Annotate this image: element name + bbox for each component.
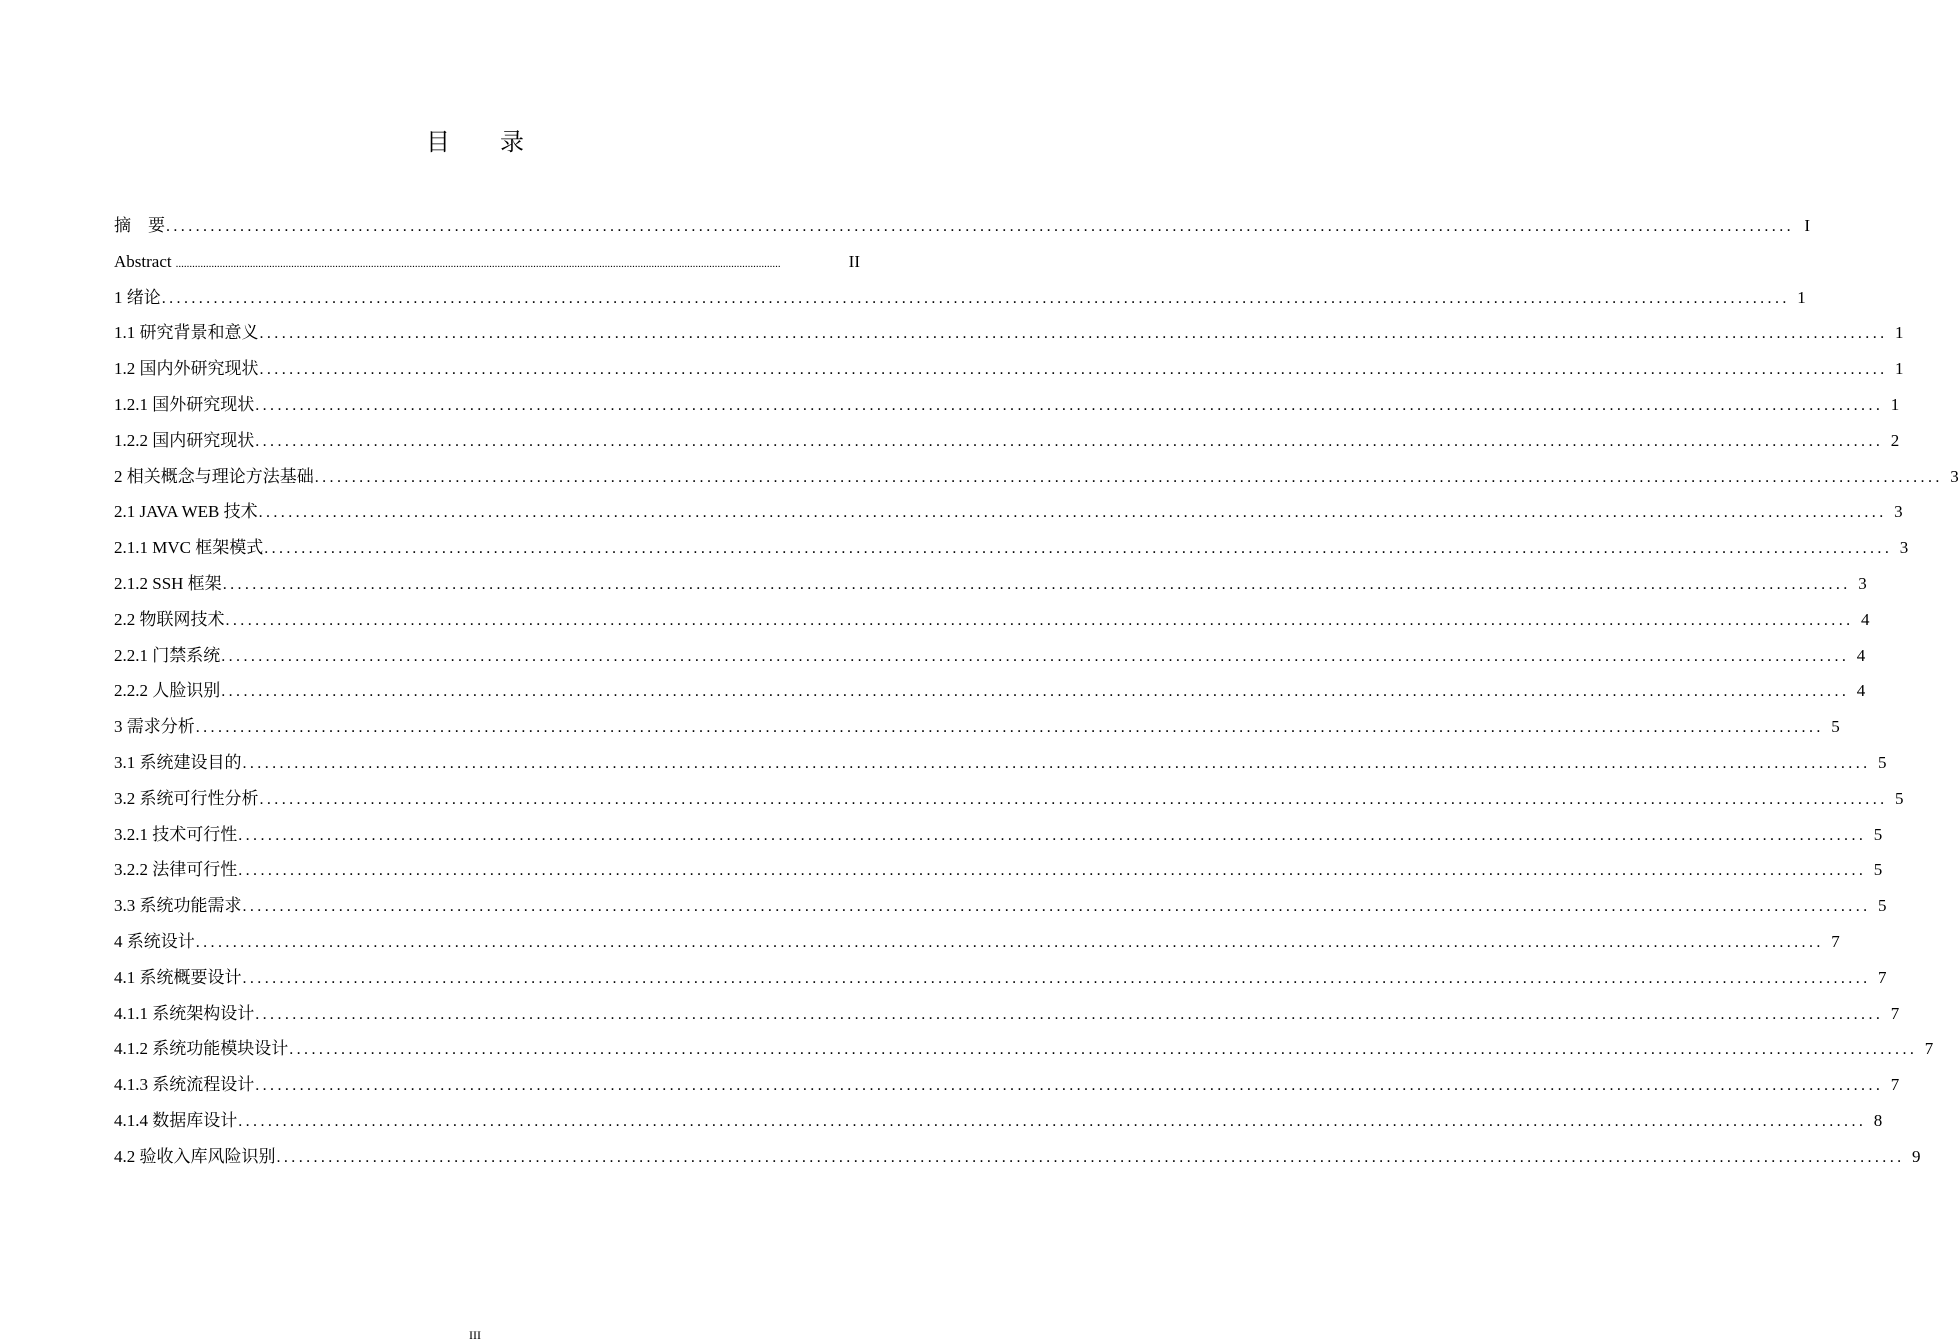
toc-entry-page-number: 3 — [1950, 466, 1959, 486]
toc-entry[interactable] — [114, 709, 1840, 745]
page-title: 目 录 — [426, 130, 546, 156]
toc-leader-dots: ............................................................................................................................................................................................................................ — [242, 754, 1871, 772]
toc-entry-page-number: 1 — [1895, 359, 1904, 379]
toc-leader-dots: ............................................................................................................................................................................................................................ — [238, 862, 1867, 880]
toc-entry-label: 4.1.4 数据库设计 — [114, 1110, 238, 1130]
toc-leader-dots: ............................................................................................................................................................................................................................ — [259, 361, 1888, 379]
toc-entry[interactable] — [114, 1031, 1934, 1067]
toc-leader-dots: ............................................................................................................................................................................................................................ — [238, 1112, 1867, 1130]
toc-leader-dots: ............................................................................................................................................................................................................................ — [175, 257, 781, 270]
toc-leader-dots: ............................................................................................................................................................................................................................ — [289, 1041, 1918, 1059]
page-number-footer: III — [469, 1328, 481, 1342]
toc-entry-label: 1.2 国内外研究现状 — [114, 359, 259, 379]
toc-entry[interactable] — [114, 673, 1866, 709]
toc-entry-page-number: 1 — [1890, 394, 1900, 414]
toc-entry-label: 3 需求分析 — [114, 717, 195, 737]
toc-entry-page-number: 5 — [1831, 717, 1840, 737]
toc-entry-page-number: 7 — [1878, 967, 1887, 987]
toc-entry[interactable] — [114, 1103, 1883, 1139]
toc-entry[interactable] — [114, 745, 1887, 781]
toc-entry[interactable] — [114, 280, 1806, 316]
toc-entry[interactable] — [114, 387, 1900, 423]
toc-entry[interactable] — [114, 315, 1904, 351]
toc-entry-page-number: 7 — [1890, 1075, 1900, 1095]
toc-leader-dots: ............................................................................................................................................................................................................................ — [238, 826, 1867, 844]
toc-entry-label: 2.1 JAVA WEB 技术 — [114, 502, 258, 522]
toc-entry-label: 1.2.2 国内研究现状 — [114, 430, 255, 450]
toc-entry-label: 2 相关概念与理论方法基础 — [114, 466, 314, 486]
toc-entry-label: 2.1.1 MVC 框架模式 — [114, 538, 264, 558]
toc-entry-page-number: 4 — [1856, 645, 1866, 665]
toc-leader-dots: ............................................................................................................................................................................................................................ — [255, 1005, 1884, 1023]
toc-entry[interactable] — [114, 852, 1883, 888]
toc-entry-page-number: 2 — [1890, 430, 1900, 450]
toc-entry-page-number: 7 — [1924, 1039, 1934, 1059]
toc-entry-page-number: 7 — [1890, 1003, 1900, 1023]
table-of-contents — [114, 208, 1959, 1175]
toc-entry-page-number: 3 — [1894, 502, 1903, 522]
toc-entry-page-number: 5 — [1878, 896, 1887, 916]
toc-entry-label: 1.2.1 国外研究现状 — [114, 394, 255, 414]
toc-entry-page-number: 4 — [1856, 681, 1866, 701]
toc-entry-label: 2.2.1 门禁系统 — [114, 645, 221, 665]
toc-entry-label: 1 绪论 — [114, 287, 161, 307]
toc-entry[interactable] — [114, 530, 1909, 566]
toc-entry[interactable] — [114, 494, 1903, 530]
toc-entry-page-number: 5 — [1873, 860, 1883, 880]
toc-entry-page-number: 1 — [1797, 287, 1806, 307]
toc-entry-label: 4.1.1 系统架构设计 — [114, 1003, 255, 1023]
toc-entry-page-number: 4 — [1861, 609, 1870, 629]
toc-entry-page-number: 5 — [1873, 824, 1883, 844]
toc-entry-page-number: 3 — [1858, 573, 1867, 593]
toc-entry-label: 2.1.2 SSH 框架 — [114, 573, 222, 593]
toc-entry-page-number: 8 — [1873, 1110, 1883, 1130]
toc-leader-dots: ............................................................................................................................................................................................................................ — [314, 468, 1943, 486]
toc-leader-dots: ............................................................................................................................................................................................................................ — [276, 1148, 1905, 1166]
toc-entry-label: 3.2.2 法律可行性 — [114, 860, 238, 880]
toc-leader-dots: ............................................................................................................................................................................................................................ — [222, 575, 1851, 593]
toc-leader-dots: ............................................................................................................................................................................................................................ — [221, 683, 1850, 701]
toc-entry[interactable] — [114, 566, 1867, 602]
toc-entry[interactable] — [114, 960, 1887, 996]
toc-leader-dots: ............................................................................................................................................................................................................................ — [242, 969, 1871, 987]
toc-entry-label: 4.1.3 系统流程设计 — [114, 1075, 255, 1095]
toc-entry-label: 4.1.2 系统功能模块设计 — [114, 1039, 289, 1059]
toc-leader-dots: ............................................................................................................................................................................................................................ — [221, 647, 1850, 665]
toc-entry[interactable] — [114, 244, 860, 280]
toc-entry-page-number: 7 — [1831, 931, 1840, 951]
toc-entry-page-number: 1 — [1895, 323, 1904, 343]
toc-entry-label: 3.2.1 技术可行性 — [114, 824, 238, 844]
toc-entry[interactable] — [114, 924, 1840, 960]
toc-leader-dots: ............................................................................................................................................................................................................................ — [225, 611, 1854, 629]
toc-entry[interactable] — [114, 781, 1904, 817]
toc-entry[interactable] — [114, 817, 1883, 853]
toc-entry-label: 3.3 系统功能需求 — [114, 896, 242, 916]
toc-leader-dots: ............................................................................................................................................................................................................................ — [264, 540, 1893, 558]
toc-entry-page-number: I — [1804, 216, 1810, 235]
toc-entry-label: 3.1 系统建设目的 — [114, 752, 242, 772]
toc-leader-dots: ............................................................................................................................................................................................................................ — [166, 218, 1794, 235]
toc-leader-dots: ............................................................................................................................................................................................................................ — [259, 325, 1888, 343]
toc-entry-label: 2.2 物联网技术 — [114, 609, 225, 629]
toc-entry-page-number: 9 — [1912, 1146, 1921, 1166]
toc-entry[interactable] — [114, 888, 1887, 924]
toc-entry[interactable] — [114, 1067, 1900, 1103]
toc-entry[interactable] — [114, 602, 1870, 638]
toc-entry-label: 4.2 验收入库风险识别 — [114, 1146, 276, 1166]
toc-leader-dots: ............................................................................................................................................................................................................................ — [259, 790, 1888, 808]
toc-entry[interactable] — [114, 1139, 1921, 1175]
toc-leader-dots: ............................................................................................................................................................................................................................ — [195, 719, 1824, 737]
toc-entry[interactable] — [114, 459, 1959, 495]
toc-entry-page-number: 5 — [1878, 752, 1887, 772]
toc-leader-dots: ............................................................................................................................................................................................................................ — [255, 432, 1884, 450]
toc-entry[interactable] — [114, 351, 1904, 387]
toc-leader-dots: ............................................................................................................................................................................................................................ — [255, 396, 1884, 414]
toc-entry[interactable] — [114, 996, 1900, 1032]
toc-entry-label: 3.2 系统可行性分析 — [114, 788, 259, 808]
toc-entry-label: 1.1 研究背景和意义 — [114, 323, 259, 343]
toc-entry-label: Abstract — [114, 251, 172, 271]
toc-leader-dots: ............................................................................................................................................................................................................................ — [161, 289, 1790, 307]
toc-entry-label: 4.1 系统概要设计 — [114, 967, 242, 987]
toc-entry-page-number: II — [848, 251, 860, 271]
toc-leader-dots: ............................................................................................................................................................................................................................ — [255, 1077, 1884, 1095]
toc-entry-label: 2.2.2 人脸识别 — [114, 681, 221, 701]
toc-entry[interactable] — [114, 638, 1866, 674]
toc-entry[interactable] — [114, 208, 1810, 244]
toc-entry-page-number: 5 — [1895, 788, 1904, 808]
toc-entry[interactable] — [114, 423, 1900, 459]
toc-leader-dots: ............................................................................................................................................................................................................................ — [195, 933, 1824, 951]
toc-entry-label: 4 系统设计 — [114, 931, 195, 951]
toc-entry-label: 摘 要 — [114, 216, 165, 235]
toc-leader-dots: ............................................................................................................................................................................................................................ — [258, 504, 1887, 522]
toc-leader-dots: ............................................................................................................................................................................................................................ — [242, 898, 1871, 916]
toc-entry-page-number: 3 — [1899, 538, 1909, 558]
